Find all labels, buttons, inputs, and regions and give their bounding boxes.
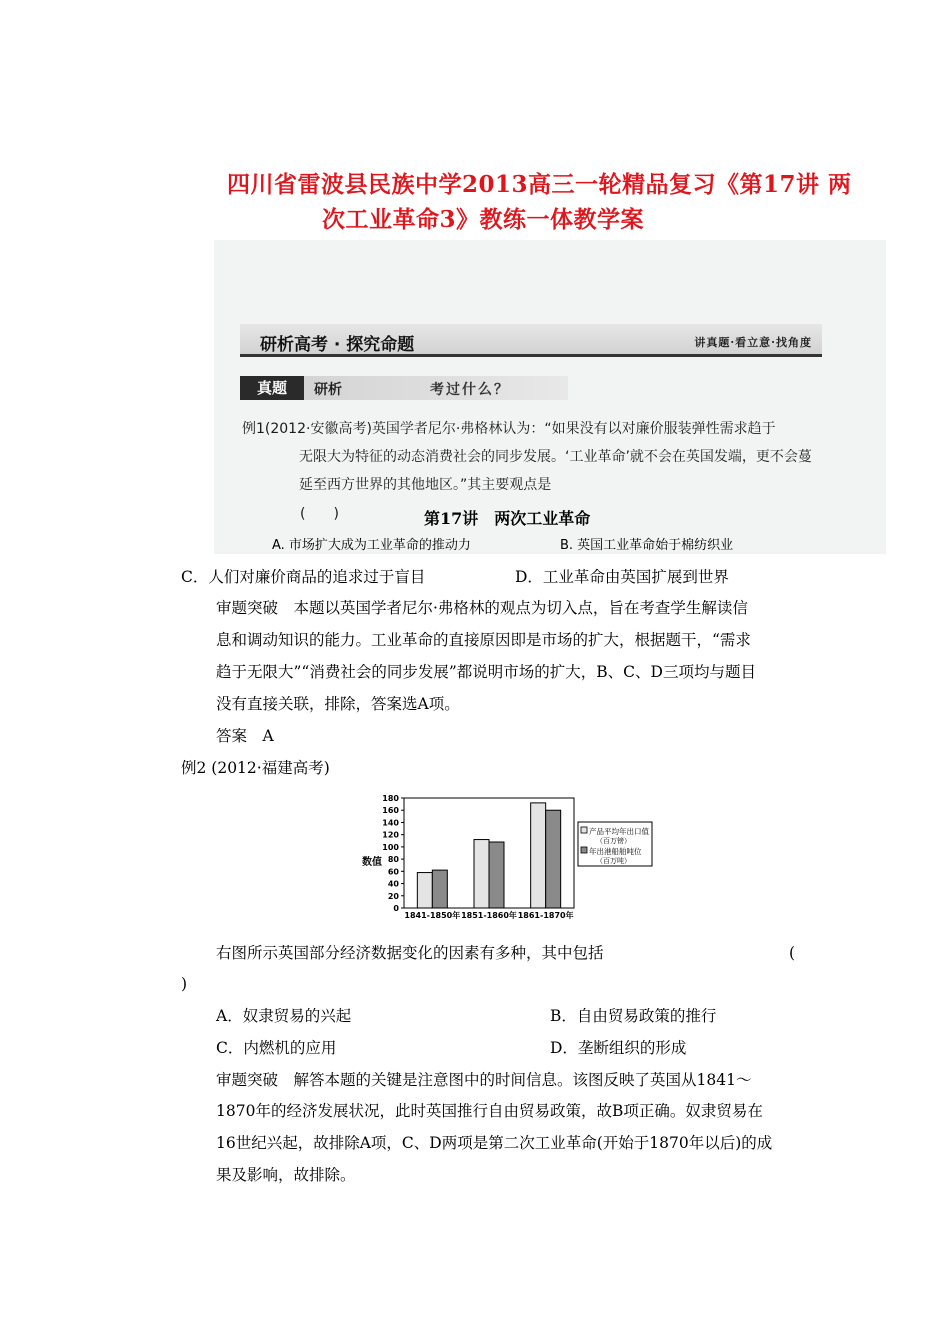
example1-line: 延至西方世界的其他地区。”其主要观点是: [299, 477, 552, 493]
y-tick-label: 60: [387, 867, 399, 877]
y-tick-label: 180: [382, 794, 399, 803]
bar: [432, 870, 447, 908]
example2-option-a: A．奴隶贸易的兴起: [216, 1007, 352, 1025]
document-title-line1: 四川省雷波县民族中学2013高三一轮精品复习《第17讲 两: [227, 171, 852, 198]
y-axis-label: 数值: [362, 857, 382, 868]
legend-swatch: [581, 827, 587, 833]
example1-analysis-line: 没有直接关联，排除，答案选A项。: [216, 695, 460, 713]
example2-heading: 例2 (2012·福建高考): [181, 759, 330, 777]
subsection-header: [240, 376, 568, 400]
lecture-title: 第17讲 两次工业革命: [424, 509, 591, 528]
bar-chart: [358, 790, 658, 928]
y-tick-label: 160: [382, 806, 399, 816]
legend-label: 年出港船舶吨位: [589, 847, 642, 856]
legend-unit: （百万镑）: [596, 837, 631, 845]
x-tick-label: 1861-1870年: [517, 911, 574, 920]
example2-option-b: B．自由贸易政策的推行: [550, 1007, 717, 1025]
y-tick-label: 80: [387, 855, 399, 865]
example2-analysis-line: 16世纪兴起，故排除A项，C、D两项是第二次工业革命(开始于1870年以后)的成: [216, 1134, 773, 1152]
example1-answer-paren: ( ): [300, 506, 339, 522]
x-tick-label: 1841-1850年: [404, 911, 461, 920]
banner-label: 研析高考 · 探究命题: [260, 335, 415, 355]
example2-option-c: C．内燃机的应用: [216, 1039, 337, 1057]
scanned-page-image: [214, 240, 886, 554]
subsection-label: 研析: [314, 382, 342, 398]
y-tick-label: 20: [387, 891, 399, 901]
subsection-question: 考过什么？: [430, 382, 510, 398]
legend-unit: （百万吨）: [596, 857, 631, 865]
example1-answer: 答案 A: [216, 727, 274, 745]
example1-analysis-line: 审题突破 本题以英国学者尼尔·弗格林的观点为切入点，旨在考查学生解读信: [216, 599, 748, 617]
y-tick-label: 0: [393, 904, 399, 913]
example1-option-b: B. 英国工业革命始于棉纺织业: [560, 538, 734, 553]
x-tick-label: 1851-1860年: [461, 911, 517, 920]
example1-option-c: C．人们对廉价商品的追求过于盲目: [181, 568, 426, 586]
bar: [474, 840, 489, 908]
legend-swatch: [581, 847, 587, 853]
banner-motto: 讲真题·看立意·找角度: [694, 336, 812, 349]
y-tick-label: 100: [382, 842, 399, 852]
example1-line: 例1(2012·安徽高考)英国学者尼尔·弗格林认为：“如果没有以对廉价服装弹性需求趋于: [242, 421, 776, 437]
example2-paren-open: (: [789, 944, 796, 962]
example1-analysis-line: 趋于无限大”“消费社会的同步发展”都说明市场的扩大，B、C、D三项均与题目: [216, 663, 756, 681]
example2-analysis-line: 果及影响，故排除。: [216, 1166, 356, 1184]
y-tick-label: 40: [387, 879, 399, 889]
bar: [489, 842, 504, 908]
y-tick-label: 120: [382, 830, 399, 840]
example2-analysis-line: 1870年的经济发展状况，此时英国推行自由贸易政策，故B项正确。奴隶贸易在: [216, 1102, 763, 1120]
example2-analysis-line: 审题突破 解答本题的关键是注意图中的时间信息。该图反映了英国从1841～: [216, 1071, 752, 1089]
example2-question: 右图所示英国部分经济数据变化的因素有多种，其中包括: [216, 944, 604, 962]
y-tick-label: 140: [382, 818, 399, 828]
example2-paren-close: ): [181, 975, 188, 993]
example2-option-d: D．垄断组织的形成: [550, 1039, 687, 1057]
bar: [417, 873, 432, 908]
bar: [531, 803, 546, 908]
example1-option-a: A. 市场扩大成为工业革命的推动力: [272, 538, 471, 553]
example1-option-d: D．工业革命由英国扩展到世界: [515, 568, 729, 586]
section-banner: [240, 324, 822, 357]
subsection-badge: 真题: [240, 376, 304, 400]
bar: [546, 810, 561, 908]
document-title-line2: 次工业革命3》教练一体教学案: [322, 206, 645, 233]
example1-analysis-line: 息和调动知识的能力。工业革命的直接原因即是市场的扩大，根据题干，“需求: [216, 631, 751, 649]
example1-line: 无限大为特征的动态消费社会的同步发展。‘工业革命’就不会在英国发端，更不会蔓: [299, 449, 812, 465]
legend-label: 产品平均年出口值: [589, 827, 649, 836]
